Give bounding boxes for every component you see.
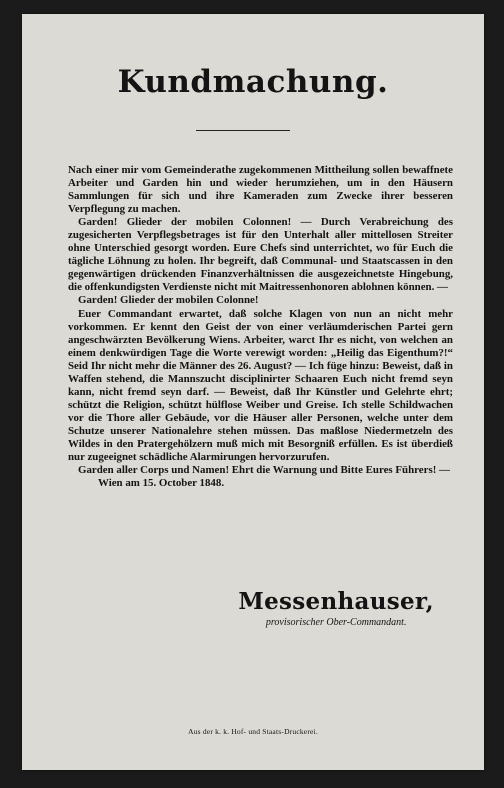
signature-block bbox=[238, 588, 434, 628]
date-line: Wien am 15. October 1848. bbox=[98, 477, 225, 490]
document-body bbox=[68, 164, 453, 490]
paragraph-5: Garden aller Corps und Namen! Ehrt die Warnung und Bitte Eures Führers! — bbox=[78, 464, 450, 477]
signature-name: Messenhauser, bbox=[238, 588, 434, 615]
printer-imprint: Aus der k. k. Hof- und Staats-Druckerei. bbox=[188, 727, 318, 736]
title-divider bbox=[196, 130, 290, 131]
document-title: Kundmachung. bbox=[117, 64, 389, 100]
signature-title: provisorischer Ober-Commandant. bbox=[265, 617, 407, 628]
paragraph-4: Euer Commandant erwartet, daß solche Klagen von nun an nicht mehr vorkommen. Er kennt den Geist der von einer verläumderischen Partei gern angeschwärzten Bevölkerung Wiens. Arbeiter, warct Ihr es nicht, von welchen an einem denkwürdigen Tage die Worte verewigt worden: „Heilig das Eigenthum?!“ Seid Ihr nicht mehr die Männer des 26. August? — Ich füge hinzu: Beweist, daß in Waffen stehend, die Mannszucht disciplinirter Schaaren Euch nicht fremd seyn kann, nicht fremd seyn darf. — Beweist, daß Ihr Künstler und Gelehrte ehrt; schützt die Religion, schützt hülflose Weiber und Greise. Ich stelle Schildwachen vor die Thore aller Gebäude, vor die Häuser aller Personen, welche unter dem Schutze unserer Nationalehre stehen müssen. Das maßlose Niedermetzeln des Wildes in den Pratergehölzern muß mich mit Besorgniß erfüllen. Es ist überdieß nur zugeeignet schädliche Alarmirungen hervorzurufen. bbox=[68, 307, 453, 464]
paragraph-3: Garden! Glieder der mobilen Colonne! bbox=[78, 294, 259, 307]
paragraph-1: Nach einer mir vom Gemeinderathe zugekommenen Mittheilung sollen bewaffnete Arbeiter und Garden hin und wieder herumziehen, um in den Häusern Sammlungen für sich und ihre Kameraden zum Zwecke ihrer besseren Verpflegung zu machen. bbox=[68, 164, 453, 216]
proclamation-sheet bbox=[22, 14, 484, 770]
paragraph-2: Garden! Glieder der mobilen Colonnen! — Durch Verabreichung des zugesicherten Verpflegsbetrages ist für den Unterhalt aller mittellosen Streiter ohne Unterschied gesorgt worden. Eure Chefs sind unterrichtet, wo für Euch die tägliche Löhnung zu holen. Ihr begreift, daß Communal- und Staatscassen in den gegenwärtigen drückenden Finanzverhältnissen die ausgezeichnetste Hingebung, die offenkundigsten Verdienste nicht mit Maitressenhonoren ablohnen können. — bbox=[68, 216, 453, 294]
